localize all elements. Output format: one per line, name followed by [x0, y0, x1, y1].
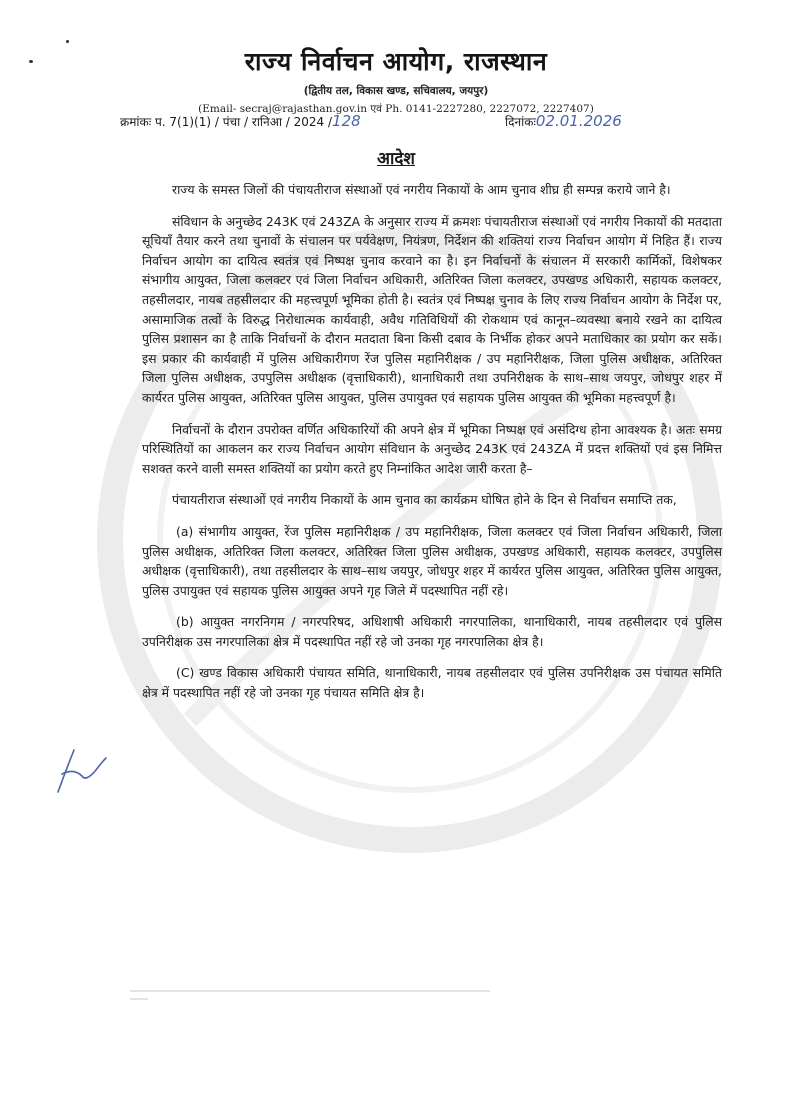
order-body: [142, 180, 722, 715]
paragraph: पंचायतीराज संस्थाओं एवं नगरीय निकायों के आम चुनाव का कार्यक्रम घोषित होने के दिन से निर्वाचन समाप्ति तक,: [172, 492, 677, 508]
paragraph: राज्य के समस्त जिलों की पंचायतीराज संस्थाओं एवं नगरीय निकायों के आम चुनाव शीघ्र ही सम्पन्न कराये जाने है।: [172, 182, 671, 197]
faint-file-path: [130, 988, 550, 1004]
paragraph: निर्वाचनों के दौरान उपरोक्त वर्णित अधिकारियों की अपने क्षेत्र में भूमिका निष्पक्ष एवं असंदिग्ध होना आवश्यक है। अतः समग्र परिस्थितियों का आकलन कर राज्य निर्वाचन आयोग संविधान के अनुच्छेद 243K एवं 243ZA में प्रदत्त शक्तियों एवं इस निमित्त सशक्त करने वाली समस्त शक्तियों का प्रयोग करते हुए निम्नांकित आदेश जारी करता है–: [142, 421, 722, 476]
contact-line: (Email- secraj@rajasthan.gov.in एवं Ph. 0141-2227280, 2227072, 2227407): [198, 103, 594, 115]
order-heading: [0, 146, 792, 169]
order-item-c: (C) खण्ड विकास अधिकारी पंचायत समिति, थानाधिकारी, नायब तहसीलदार एवं पुलिस उपनिरीक्षक उस पंचायत समिति क्षेत्र में पदस्थापित नहीं रहे जो उनका गृह पंचायत समिति क्षेत्र है।: [142, 665, 722, 701]
order-item-b: (b) आयुक्त नगरनिगम / नगरपरिषद, अधिशाषी अधिकारी नगरपालिका, थानाधिकारी, नायब तहसीलदार एवं पुलिस उपनिरीक्षक उस नगरपालिका क्षेत्र में पदस्थापित नहीं रहे जो उनका गृह नगरपालिका क्षेत्र है।: [142, 614, 722, 649]
handwritten-number: 128: [332, 112, 361, 130]
reference-number: [120, 112, 361, 130]
handwritten-date: 02.01.2026: [535, 112, 622, 130]
margin-initials-signature: [52, 740, 112, 800]
reference-label: क्रमांकः प. 7(1)(1) / पंचा / रानिआ / 2024 /: [120, 115, 333, 129]
reference-date: [505, 112, 622, 130]
office-address: (द्वितीय तल, विकास खण्ड, सचिवालय, जयपुर): [303, 85, 489, 97]
date-label: दिनांकः: [505, 115, 536, 129]
commission-title: राज्य निर्वाचन आयोग, राजस्थान: [244, 47, 548, 76]
order-title: आदेश: [377, 149, 415, 169]
paragraph: संविधान के अनुच्छेद 243K एवं 243ZA के अनुसार राज्य में क्रमशः पंचायतीराज संस्थाओं एवं नगरीय निकायों की मतदाता सूचियाँ तैयार करने तथा चुनावों के संचालन पर पर्यवेक्षण, नियंत्रण, निर्देशन की शक्तियां राज्य निर्वाचन आयोग में निहित हैं। राज्य निर्वाचन आयोग का दायित्व स्वतंत्र एवं निष्पक्ष चुनाव करवाने का है। इन निर्वाचनों के संचालन में सरकारी कार्मिकों, विशेषकर संभागीय आयुक्त, जिला कलक्टर एवं जिला निर्वाचन अधिकारी, अतिरिक्त जिला कलक्टर, उपखण्ड अधिकारी, सहायक कलक्टर, तहसीलदार, नायब तहसीलदार की महत्त्वपूर्ण भूमिका होती है। स्वतंत्र एवं निष्पक्ष चुनाव के लिए राज्य निर्वाचन आयोग के निर्देश पर, असामाजिक तत्वों के विरुद्ध निरोधात्मक कार्यवाही, अवैध गतिविधियों की रोकथाम एवं कानून–व्यवस्था बनाये रखने का दायित्व पुलिस प्रशासन का है ताकि निर्वाचनों के दौरान मतदाता बिना किसी दबाव के निर्भीक होकर अपने मताधिकार का प्रयोग कर सकें। इस प्रकार की कार्यवाही में पुलिस अधिकारीगण रेंज पुलिस महानिरीक्षक / उप महानिरीक्षक, जिला पुलिस अधीक्षक, अतिरिक्त जिला पुलिस अधीक्षक, उपपुलिस अधीक्षक (वृत्ताधिकारी), थानाधिकारी तथा उपनिरीक्षक के साथ–साथ जयपुर, जोधपुर शहर में कार्यरत पुलिस आयुक्त, अतिरिक्त पुलिस आयुक्त, पुलिस उपायुक्त एवं सहायक पुलिस आयुक्त की भूमिका महत्त्वपूर्ण है।: [142, 213, 722, 405]
letterhead: [0, 44, 792, 116]
stray-dot: [66, 40, 69, 43]
order-item-a: (a) संभागीय आयुक्त, रेंज पुलिस महानिरीक्षक / उप महानिरीक्षक, जिला कलक्टर एवं जिला निर्वाचन अधिकारी, जिला पुलिस अधीक्षक, अतिरिक्त जिला कलक्टर, अतिरिक्त जिला पुलिस अधीक्षक, उपखण्ड अधिकारी, सहायक कलक्टर, उपपुलिस अधीक्षक (वृत्ताधिकारी), तथा तहसीलदार के साथ–साथ जयपुर, जोधपुर शहर में कार्यरत पुलिस आयुक्त, अतिरिक्त पुलिस आयुक्त, पुलिस उपायुक्त एवं सहायक पुलिस आयुक्त अपने गृह जिले में पदस्थापित नहीं रहे।: [142, 523, 722, 598]
